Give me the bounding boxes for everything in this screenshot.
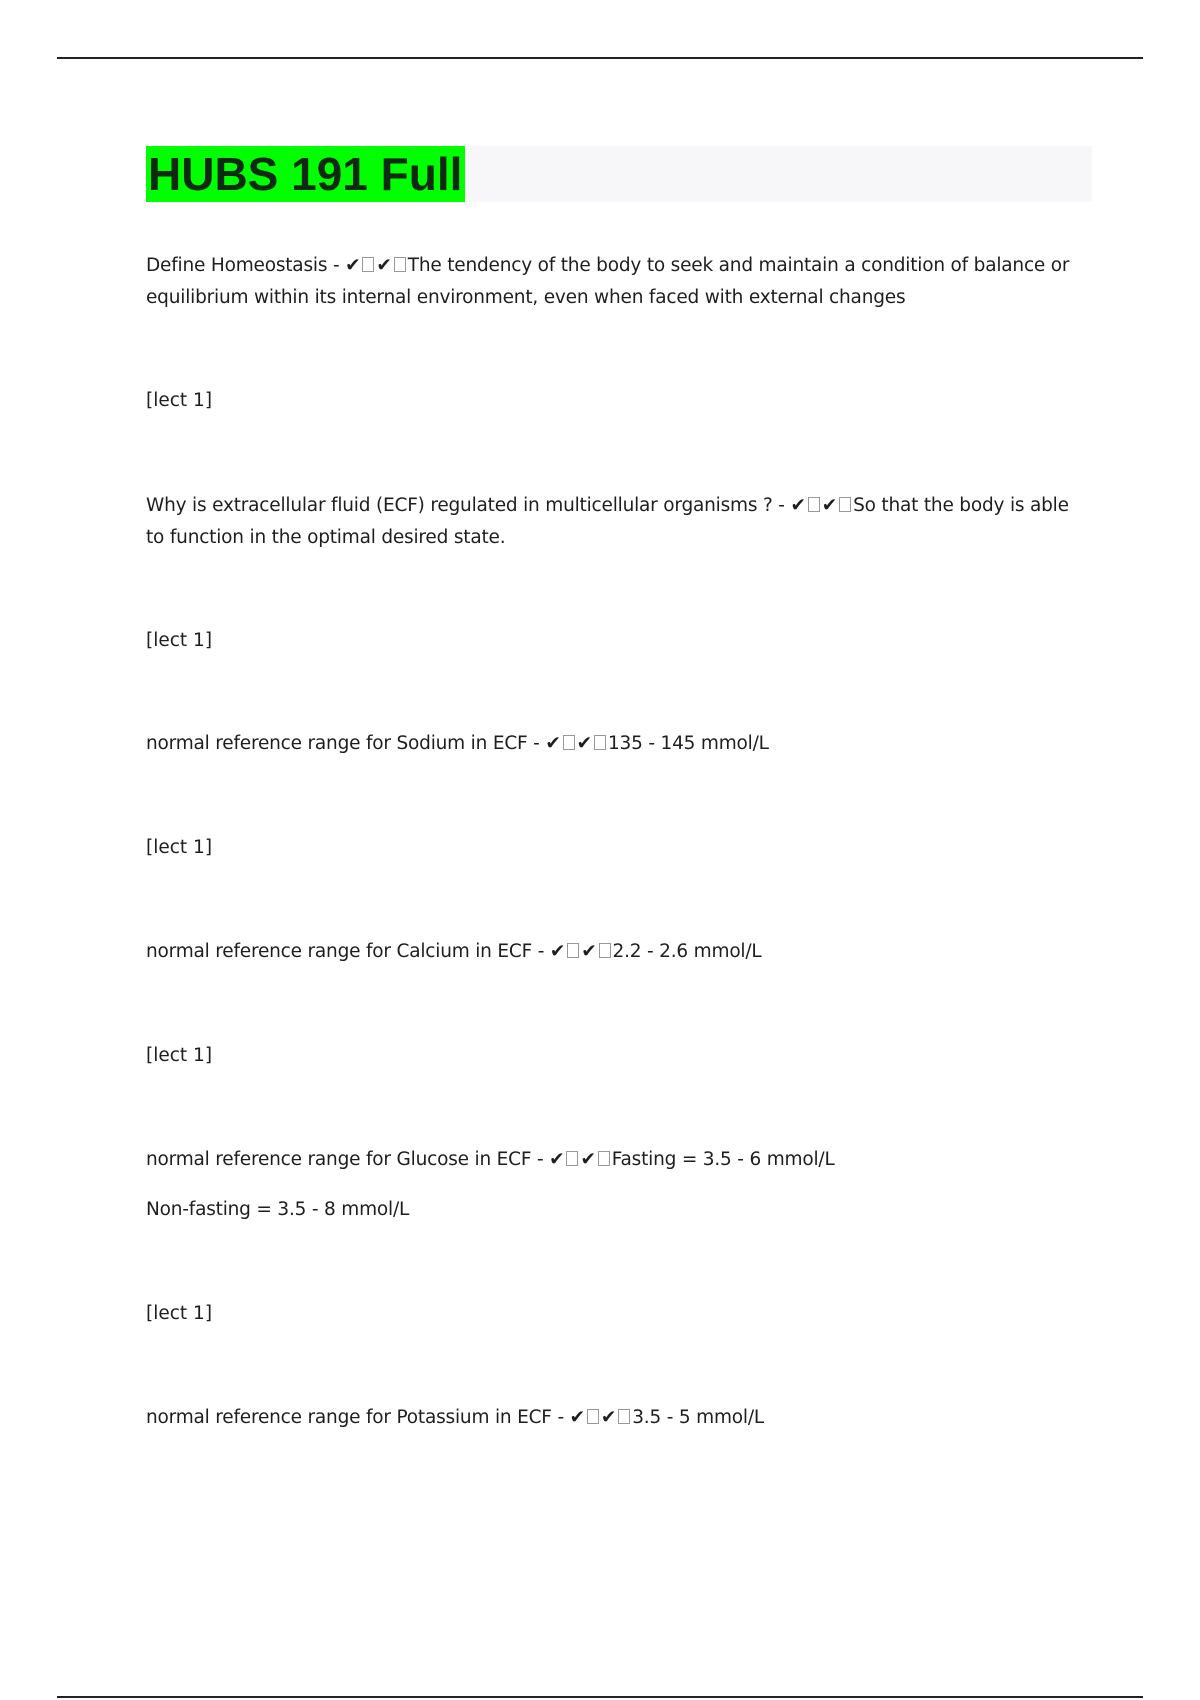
question-text: normal reference range for Calcium in ECF <box>146 941 533 962</box>
check-mark-icon: ✔ <box>821 495 838 516</box>
flashcard-4 <box>146 936 1086 968</box>
answer-extra-text: Non-fasting = 3.5 - 8 mmol/L <box>146 1199 410 1220</box>
separator: - <box>327 255 346 276</box>
separator: - <box>531 1149 550 1170</box>
flashcard-text <box>146 936 1086 968</box>
answer-text: Fasting = 3.5 - 6 mmol/L <box>611 1149 835 1170</box>
answer-text: So that the body is able to function in the optimal desired state. <box>146 495 1069 548</box>
placeholder-box-icon <box>567 943 579 958</box>
footer-rule <box>57 1696 1143 1698</box>
answer-text: 3.5 - 5 mmol/L <box>632 1407 764 1428</box>
separator: - <box>532 941 550 962</box>
check-mark-icon: ✔ <box>545 733 561 754</box>
check-mark-icon: ✔ <box>790 495 806 516</box>
placeholder-box-icon <box>563 735 575 750</box>
lecture-reference: [lect 1] <box>146 837 213 858</box>
placeholder-box-icon <box>594 735 606 750</box>
lecture-reference: [lect 1] <box>146 1045 213 1066</box>
question-text: normal reference range for Sodium in ECF <box>146 733 528 754</box>
question-text: Why is extracellular fluid (ECF) regulated in multicellular organisms ? <box>146 495 773 516</box>
flashcard-5 <box>146 1144 1086 1226</box>
check-mark-icon: ✔ <box>549 1149 565 1170</box>
check-mark-icon: ✔ <box>569 1407 585 1428</box>
check-mark-icon: ✔ <box>576 733 592 754</box>
placeholder-box-icon <box>599 943 611 958</box>
document-title: HUBS 191 Full <box>146 146 465 202</box>
answer-text: 2.2 - 2.6 mmol/L <box>612 941 762 962</box>
placeholder-box-icon <box>394 257 406 272</box>
flashcard-text <box>146 1144 1086 1176</box>
placeholder-box-icon <box>808 497 820 512</box>
flashcard-text <box>146 250 1086 314</box>
question-text: Define Homeostasis <box>146 255 328 276</box>
lecture-reference: [lect 1] <box>146 1303 213 1324</box>
check-mark-icon: ✔ <box>549 941 566 962</box>
flashcard-1 <box>146 250 1086 314</box>
answer-text: The tendency of the body to seek and maintain a condition of balance or equilibrium within its internal environment, even when faced with external changes <box>146 255 1070 308</box>
question-text: normal reference range for Glucose in ECF <box>146 1149 532 1170</box>
check-mark-icon: ✔ <box>376 255 392 276</box>
placeholder-box-icon <box>618 1409 630 1424</box>
question-text: normal reference range for Potassium in ECF <box>146 1407 552 1428</box>
separator: - <box>551 1407 570 1428</box>
separator: - <box>527 733 546 754</box>
placeholder-box-icon <box>839 497 851 512</box>
placeholder-box-icon <box>587 1409 599 1424</box>
flashcard-text <box>146 1402 1086 1434</box>
check-mark-icon: ✔ <box>581 941 597 962</box>
check-mark-icon: ✔ <box>580 1149 596 1170</box>
check-mark-icon: ✔ <box>345 255 361 276</box>
check-mark-icon: ✔ <box>600 1407 617 1428</box>
placeholder-box-icon <box>566 1151 578 1166</box>
placeholder-box-icon <box>362 257 374 272</box>
flashcard-6 <box>146 1402 1086 1434</box>
answer-text: 135 - 145 mmol/L <box>607 733 769 754</box>
lecture-reference: [lect 1] <box>146 390 213 411</box>
flashcard-2 <box>146 490 1086 554</box>
header-rule <box>57 57 1143 59</box>
lecture-reference: [lect 1] <box>146 630 213 651</box>
flashcard-text <box>146 490 1086 554</box>
placeholder-box-icon <box>598 1151 610 1166</box>
separator: - <box>772 495 791 516</box>
flashcard-text <box>146 728 1086 760</box>
flashcard-3 <box>146 728 1086 760</box>
